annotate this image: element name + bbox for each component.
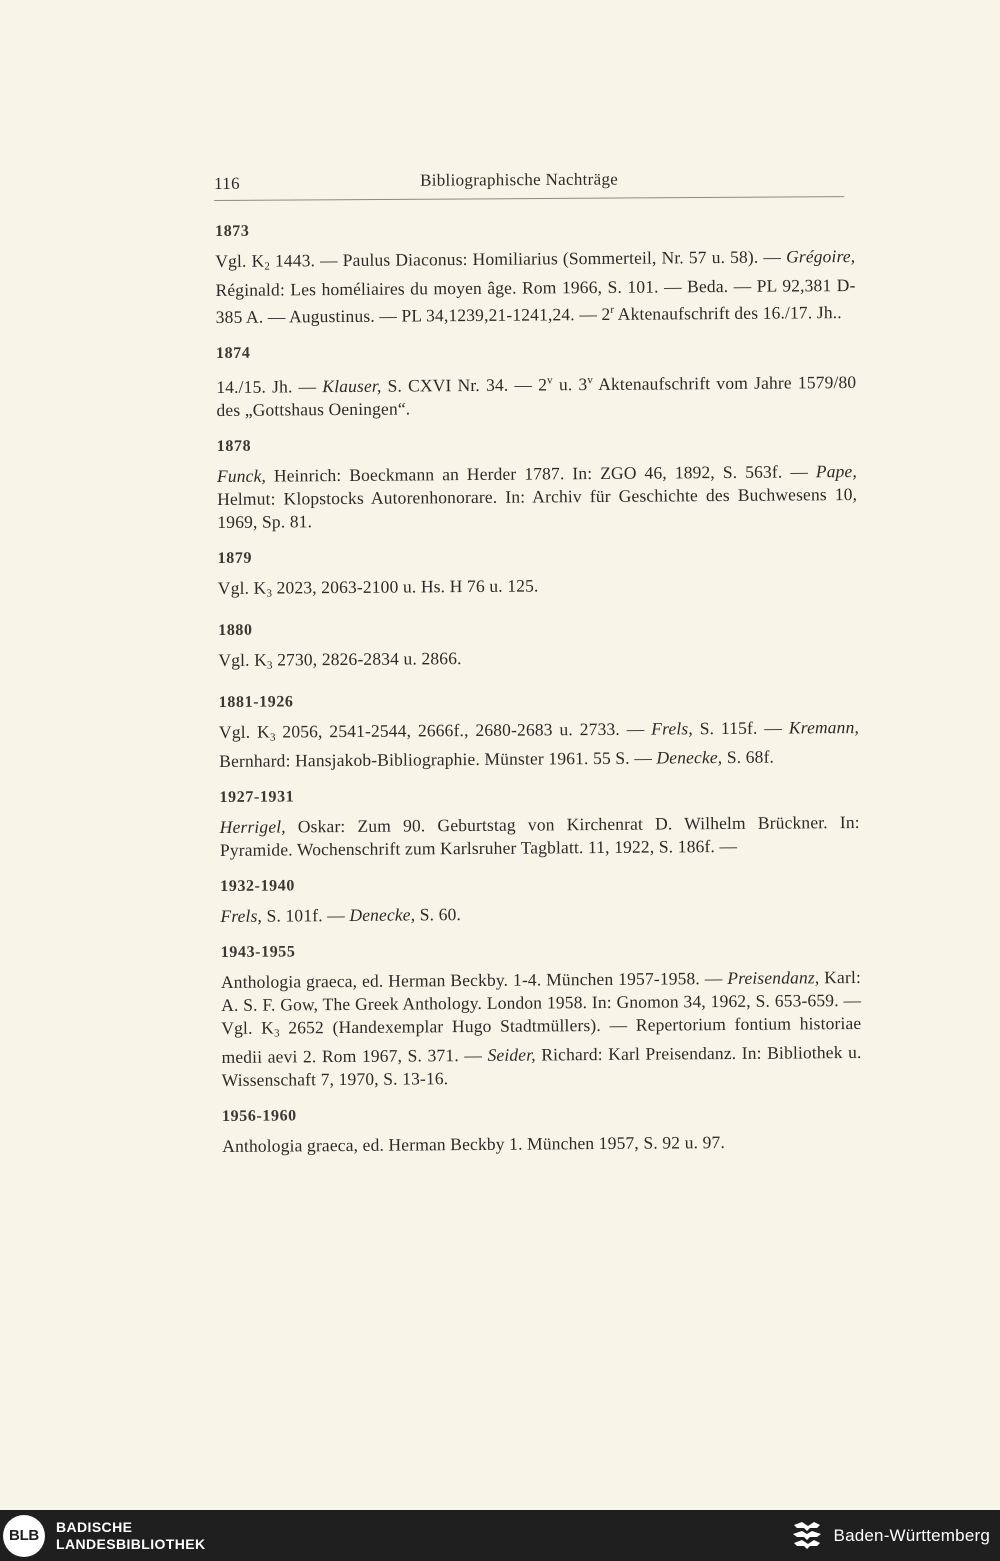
bibliography-entry	[219, 784, 860, 862]
text-segment: Karl: A. S. F. Gow, The Greek Anthology. London 1958. In: Gnomon 34, 1962, S. 653-659. — Vgl. K	[221, 966, 862, 1038]
author-name: Frels,	[651, 718, 693, 739]
author-name: Denecke,	[349, 904, 416, 925]
text-segment: Aktenaufschrift des 16./17. Jh..	[614, 302, 842, 324]
author-name: Seider,	[487, 1044, 536, 1065]
text-segment: 2	[264, 260, 271, 273]
text-segment: Vgl. K	[218, 721, 270, 742]
author-name: Denecke,	[656, 747, 723, 768]
entry-text	[218, 572, 858, 606]
author-name: Frels,	[220, 905, 263, 926]
entry-text	[220, 811, 860, 862]
entry-year-heading: 1956-1960	[221, 1107, 297, 1125]
bibliography-entry	[220, 873, 860, 928]
entry-text	[222, 1130, 862, 1158]
text-segment: Aktenaufschrift vom Jahre 1579/80 des „Gottshaus Oeningen“.	[216, 371, 857, 420]
blb-logo[interactable]: BLB	[3, 1515, 45, 1557]
text-segment: Vgl. K	[215, 250, 265, 271]
author-name: Herrigel,	[219, 816, 286, 837]
author-name: Pape,	[815, 460, 858, 482]
entry-year-heading: 1873	[215, 222, 250, 240]
text-segment: 2730, 2826-2834 u. 2866.	[272, 648, 462, 670]
text-segment: Vgl. K	[217, 577, 267, 598]
text-segment: Bernhard: Hansjakob-Bibliographie. Münster 1961. 55 S. —	[219, 747, 657, 771]
baden-wuerttemberg-label: Baden-Württemberg	[833, 1526, 990, 1545]
footer-bar	[0, 1510, 1000, 1561]
text-segment: Helmut: Klopstocks Autorenhonorare. In: Archiv für Geschichte des Buchwesens 10, 1969, Sp. 81.	[217, 483, 858, 532]
text-segment: Anthologia graeca, ed. Herman Beckby 1. München 1957, S. 92 u. 97.	[222, 1132, 726, 1156]
text-segment: 2652 (Handexemplar Hugo Stadtmüllers). — Repertorium fontium historiae medii aevi 2. Rom 1967, S. 371. —	[221, 1012, 862, 1067]
bibliography-entries	[215, 218, 862, 1174]
entry-year-heading: 1943-1955	[220, 943, 296, 961]
author-name: Funck,	[216, 465, 267, 486]
text-segment: Oskar: Zum 90. Geburtstag von Kirchenrat D. Wilhelm Brückner. In: Pyramide. Wochenschrift zum Karlsruher Tagblatt. 11, 1922, S. 186f. —	[219, 811, 860, 860]
state-coat-of-arms-icon	[790, 1519, 824, 1553]
text-segment: 3	[266, 587, 273, 600]
bibliography-entry	[221, 939, 862, 1092]
entry-text	[217, 460, 858, 534]
entry-year-heading: 1880	[218, 621, 253, 639]
running-title: Bibliographische Nachträge	[419, 169, 619, 190]
entry-text	[216, 367, 856, 422]
bibliography-entry	[217, 433, 858, 534]
text-segment: v	[587, 374, 594, 387]
author-name: Preisendanz,	[727, 967, 820, 988]
entry-year-heading: 1932-1940	[220, 877, 296, 895]
text-segment: Vgl. K	[218, 649, 268, 670]
entry-text	[221, 966, 862, 1092]
text-segment: 2056, 2541-2544, 2666f., 2680-2683 u. 2733. —	[275, 718, 652, 742]
author-name: Klauser,	[322, 375, 382, 397]
text-segment: S. 101f. —	[261, 904, 350, 926]
text-segment: S. 115f. —	[692, 717, 789, 739]
entry-year-heading: 1927-1931	[219, 788, 295, 806]
text-segment: 1443. — Paulus Diaconus: Homiliarius (Sommerteil, Nr. 57 u. 58). —	[269, 246, 787, 271]
entry-text	[215, 245, 856, 329]
entry-text	[218, 644, 858, 678]
text-segment: Anthologia graeca, ed. Herman Beckby. 1-4. München 1957-1958. —	[220, 968, 728, 992]
library-name-line-2: LANDESBIBLIOTHEK	[56, 1536, 206, 1552]
baden-wuerttemberg-logo[interactable]	[790, 1519, 990, 1553]
bibliography-entry	[218, 617, 858, 678]
entry-text	[219, 716, 859, 773]
text-segment: S. CXVI Nr. 34. — 2	[381, 374, 548, 396]
bibliography-entry	[216, 340, 857, 422]
bibliography-entry	[218, 545, 858, 606]
library-name[interactable]	[56, 1519, 206, 1553]
entry-year-heading: 1874	[215, 344, 251, 362]
entry-year-heading: 1881-1926	[218, 693, 294, 711]
text-segment: 3	[269, 731, 276, 744]
bibliography-entry	[215, 218, 856, 329]
running-head	[214, 168, 844, 201]
text-segment: 14./15. Jh. —	[216, 376, 323, 397]
text-segment: 3	[266, 659, 273, 672]
author-name: Kremann,	[788, 716, 860, 738]
bibliography-entry	[219, 689, 860, 773]
text-segment: Heinrich: Boeckmann an Herder 1787. In: ZGO 46, 1892, S. 563f. —	[265, 461, 816, 486]
bibliography-entry	[222, 1103, 862, 1158]
text-segment: S. 60.	[415, 904, 462, 925]
text-segment: S. 68f.	[722, 746, 775, 768]
page-number: 116	[214, 173, 240, 193]
entry-year-heading: 1878	[216, 437, 252, 455]
text-segment: Réginald: Les homéliaires du moyen âge. Rom 1966, S. 101. — Beda. — PL 92,381 D-385 A. — Augustinus. — PL 34,1239,21-1241,24. — 2	[215, 274, 856, 327]
author-name: Grégoire,	[785, 245, 856, 267]
text-segment: 2023, 2063-2100 u. Hs. H 76 u. 125.	[271, 575, 539, 598]
text-segment: v	[547, 374, 553, 387]
text-segment: r	[610, 303, 615, 316]
text-segment: 3	[273, 1027, 280, 1040]
entry-year-heading: 1879	[217, 549, 253, 567]
text-segment: Richard: Karl Preisendanz. In: Bibliothek u. Wissenschaft 7, 1970, S. 13-16.	[221, 1041, 862, 1090]
library-name-line-1: BADISCHE	[56, 1519, 133, 1535]
entry-text	[220, 900, 860, 928]
text-segment: u. 3	[552, 374, 588, 395]
